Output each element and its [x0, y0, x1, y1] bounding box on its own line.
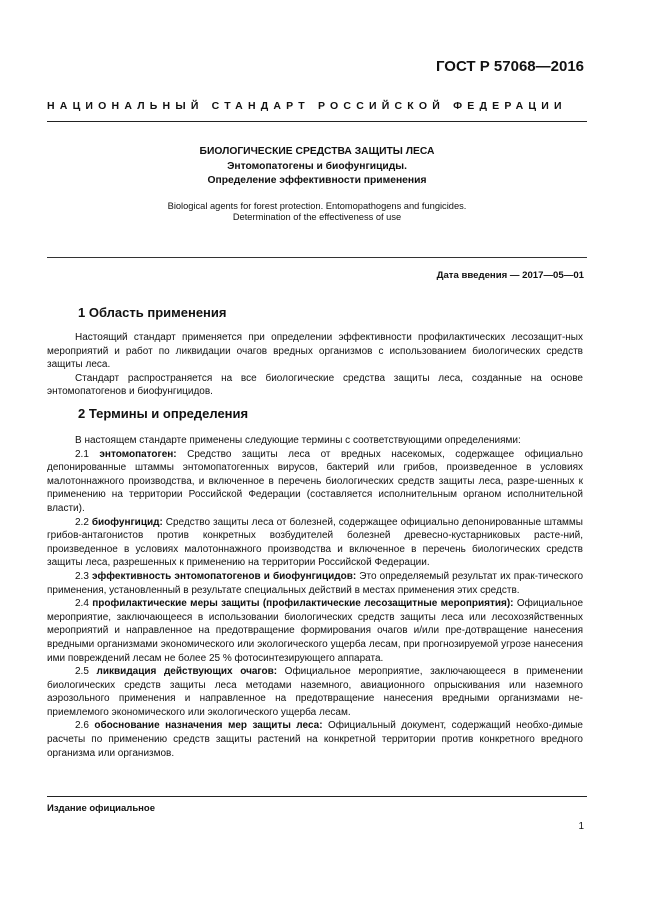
term-number: 2.5	[75, 666, 89, 678]
term-definition: Официальный документ, содержащий необхо-димые расчеты по применению средств защиты растений на конкретной территории против конкретного вредного организма или организмов.	[47, 720, 583, 759]
title-divider	[47, 257, 587, 258]
term-number: 2.4	[75, 598, 89, 610]
term-number: 2.3	[75, 570, 89, 582]
document-number: ГОСТ Р 57068—2016	[435, 58, 584, 75]
section-1-paragraph: Стандарт распространяется на все биологические средства защиты леса, созданные на основе энтомопатогенов и биофунгицидов.	[47, 372, 583, 398]
term-2-2	[47, 516, 583, 570]
title-en-line2: Determination of the effectiveness of use	[232, 212, 402, 222]
section-2-heading: 2 Термины и определения	[78, 406, 249, 421]
standard-banner: НАЦИОНАЛЬНЫЙ СТАНДАРТ РОССИЙСКОЙ ФЕДЕРАЦИИ	[47, 100, 567, 112]
term-2-1	[47, 448, 583, 516]
title-en-line1: Biological agents for forest protection. Entomopathogens and fungicides.	[167, 201, 467, 211]
term-definition: Официальное мероприятие, заключающееся в использовании биологических средств защиты леса или лесохозяйственных мероприятий и направленное на предотвращение формирования очагов и/или пре-дотвращение нанесения вредными организмами экономического или экологического ущерба лесам, при прогнозируемой угрозе нанесения ими повреждений лесам не более 25 % фотосинтезирующего аппарата.	[47, 598, 584, 664]
official-edition-label: Издание официальное	[47, 803, 155, 814]
term-definition: Средство защиты леса от болезней, содержащее официально депонированные штаммы грибов-антагонистов против конкретных возбудителей болезней древесно-кустарниковых расте-ний, произведенное в условиях малотоннажного производства и включенное в перечень биологических средств защиты леса, разрешенных к применению на территории Российской Федерации.	[47, 516, 583, 569]
term-definition: Это определяемый результат их прак-тического применения, установленный в результате специальных действий в местах применения этих средств.	[47, 570, 583, 596]
footer-divider	[47, 796, 587, 797]
term-name: ликвидация действующих очагов:	[96, 666, 278, 678]
header-divider	[47, 121, 587, 122]
title-ru-sub2: Определение эффективности применения	[207, 175, 427, 186]
term-2-6	[47, 719, 583, 760]
term-2-4	[47, 597, 583, 665]
term-name: эффективность энтомопатогенов и биофунгицидов:	[92, 570, 357, 582]
term-definition: Средство защиты леса от вредных насекомых, содержащее официально депонированные штаммы энтомопатогенных вирусов, бактерий или грибов, произведенное в условиях малотоннажного производства, и включенное в перечень биологических средств защиты леса, разре-шенных к применению на территории Российской Федерации (составляется исполнительным органом исполнительной власти).	[47, 448, 583, 514]
section-1-heading: 1 Область применения	[78, 305, 227, 320]
title-ru-sub1: Энтомопатогены и биофунгициды.	[227, 161, 407, 172]
section-2-body	[47, 434, 583, 760]
section-2-intro: В настоящем стандарте применены следующие термины с соответствующими определениями:	[75, 435, 521, 446]
term-definition: Официальное мероприятие, заключающееся в применении биологических средств защиты леса методами наземного, авиационного опрыскивания или наземного аэрозольного применения и направленное на предотвращение нанесения вредными организмами не-приемлемого экономического или экологического ущерба лесам.	[47, 666, 584, 718]
term-name: биофунгицид:	[91, 516, 163, 528]
term-2-5	[47, 665, 583, 719]
term-name: профилактические меры защиты (профилактические лесозащитные мероприятия):	[92, 598, 514, 610]
term-number: 2.2	[75, 516, 89, 528]
term-number: 2.1	[75, 448, 89, 460]
title-ru-main: БИОЛОГИЧЕСКИЕ СРЕДСТВА ЗАЩИТЫ ЛЕСА	[199, 146, 435, 157]
introduction-date: Дата введения — 2017—05—01	[436, 270, 584, 281]
page-number: 1	[578, 821, 584, 832]
section-1-paragraph: Настоящий стандарт применяется при определении эффективности профилактических лесозащит-ных мероприятий и работ по ликвидации очагов вредных организмов с использованием биологических средств защиты леса.	[47, 332, 583, 371]
term-name: обоснование назначения мер защиты леса:	[94, 720, 323, 732]
term-number: 2.6	[75, 720, 89, 732]
term-2-3	[47, 570, 583, 597]
section-1-body	[47, 331, 583, 399]
term-name: энтомопатоген:	[99, 448, 177, 460]
